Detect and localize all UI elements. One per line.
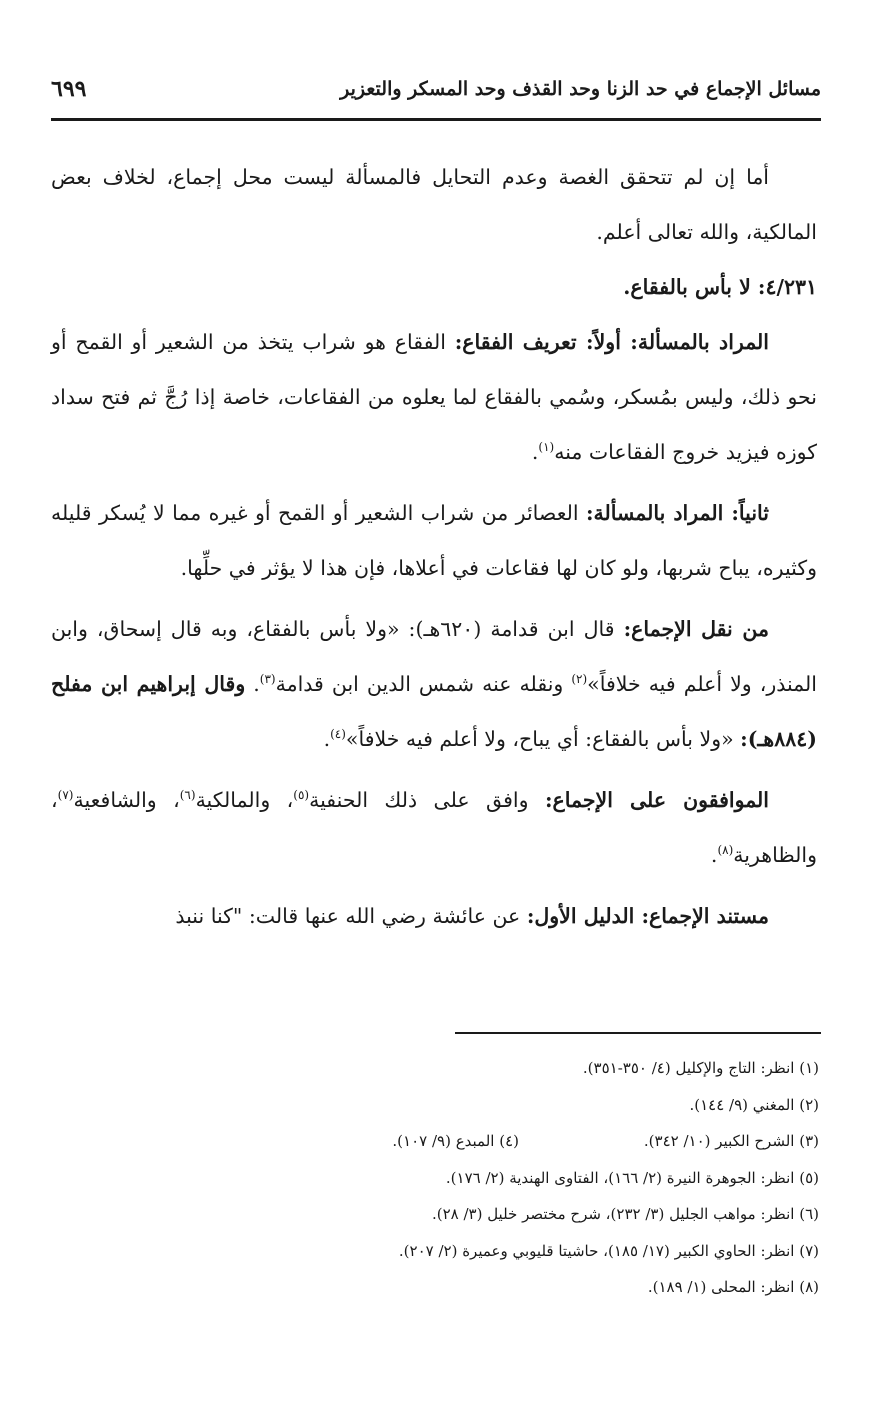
footnote-ref: (٣): [259, 672, 276, 687]
paragraph-lead: المراد بالمسألة: أولاً: تعريف الفقاع:: [454, 330, 769, 354]
footnote: (١) انظر: التاج والإكليل (٤/ ٣٥٠-٣٥١).: [582, 1059, 819, 1077]
header-rule: [51, 118, 821, 121]
footnote-ref: (٧): [57, 788, 74, 803]
footnote: (٨) انظر: المحلى (١/ ١٨٩).: [647, 1278, 819, 1296]
running-header: [51, 76, 821, 114]
paragraph: أما إن لم تتحقق الغصة وعدم التحايل فالمسألة ليست محل إجماع، لخلاف بعض المالكية، والله تعالى أعلم.: [51, 165, 817, 244]
paragraph-lead: وقال إبراهيم ابن مفلح (٨٨٤هـ):: [51, 672, 817, 751]
paragraph-lead: الموافقون على الإجماع:: [544, 788, 769, 812]
paragraph-lead: ثانياً: المراد بالمسألة:: [585, 501, 769, 525]
footnotes: [59, 1050, 819, 1306]
paragraph-text: وافق على ذلك الحنفية: [309, 788, 545, 812]
paragraph: [51, 773, 817, 883]
paragraph-text: .: [245, 672, 260, 696]
footnote: (٦) انظر: مواهب الجليل (٣/ ٢٣٢)، شرح مختصر خليل (٣/ ٢٨).: [431, 1205, 819, 1223]
paragraph: [51, 486, 817, 596]
paragraph-lead: مستند الإجماع: الدليل الأول:: [526, 904, 769, 928]
paragraph-text: العصائر من شراب الشعير أو القمح أو غيره مما لا يُسكر قليله وكثيره، يباح شربها، ولو كان لها فقاعات في أعلاها، فإن هذا لا يؤثر في حلِّها.: [51, 501, 817, 580]
paragraph-text: قال ابن قدامة (٦٢٠هـ): «ولا بأس بالفقاع، وبه قال إسحاق، وابن المنذر، ولا أعلم فيه خلافاً»: [51, 617, 817, 696]
paragraph-text: .: [323, 727, 331, 751]
footnote: (٢) المغني (٩/ ١٤٤).: [689, 1095, 819, 1114]
footnote-row: [59, 1123, 819, 1160]
paragraph-text: «ولا بأس بالفقاع: أي يباح، ولا أعلم فيه خلافاً»: [345, 727, 741, 751]
footnote: (٣) الشرح الكبير (١٠/ ٣٤٢).: [643, 1132, 819, 1150]
footnote-ref: (٥): [293, 788, 310, 803]
footnote: (٤) المبدع (٩/ ١٠٧).: [392, 1132, 519, 1150]
footnote-ref: (١): [538, 440, 555, 455]
footnote: (٥) انظر: الجوهرة النيرة (٢/ ١٦٦)، الفتاوى الهندية (٢/ ١٧٦).: [445, 1168, 819, 1187]
running-title: مسائل الإجماع في حد الزنا وحد القذف وحد المسكر والتعزير: [340, 78, 821, 100]
footnote-ref: (٨): [717, 843, 734, 858]
footnote-ref: (٢): [571, 672, 588, 687]
paragraph: [51, 889, 817, 944]
paragraph-text: عن عائشة رضي الله عنها قالت: "كنا ننبذ: [175, 904, 527, 928]
paragraph-lead: من نقل الإجماع:: [623, 617, 769, 641]
footnote-ref: (٦): [179, 788, 196, 803]
paragraph-text: ونقله عنه شمس الدين ابن قدامة: [275, 672, 572, 696]
paragraph-text: ، والشافعية: [73, 788, 180, 812]
paragraph-text: .: [710, 843, 718, 867]
paragraph-text: الفقاع هو شراب يتخذ من الشعير أو القمح أو نحو ذلك، وليس بمُسكر، وسُمي بالفقاع لما يعلوه من الفقاعات، خاصة إذا رُجَّ ثم فتح سداد كوزه فيزيد خروج الفقاعات منه: [51, 330, 817, 464]
footnote: (٧) انظر: الحاوي الكبير (١٧/ ١٨٥)، حاشيتا قليوبي وعميرة (٢/ ٢٠٧).: [398, 1241, 819, 1260]
paragraph-text: ، والظاهرية: [51, 788, 817, 867]
paragraph: [51, 602, 817, 767]
footnote-ref: (٤): [330, 727, 346, 742]
paragraph: [51, 315, 817, 480]
paragraph-text: ، والمالكية: [195, 788, 294, 812]
body-text: [51, 150, 817, 944]
section-heading: ٤/٢٣١: لا بأس بالفقاع.: [623, 275, 817, 299]
page-number: ٦٩٩: [51, 76, 87, 102]
paragraph-text: .: [531, 440, 539, 464]
footnote-rule: [455, 1032, 821, 1034]
